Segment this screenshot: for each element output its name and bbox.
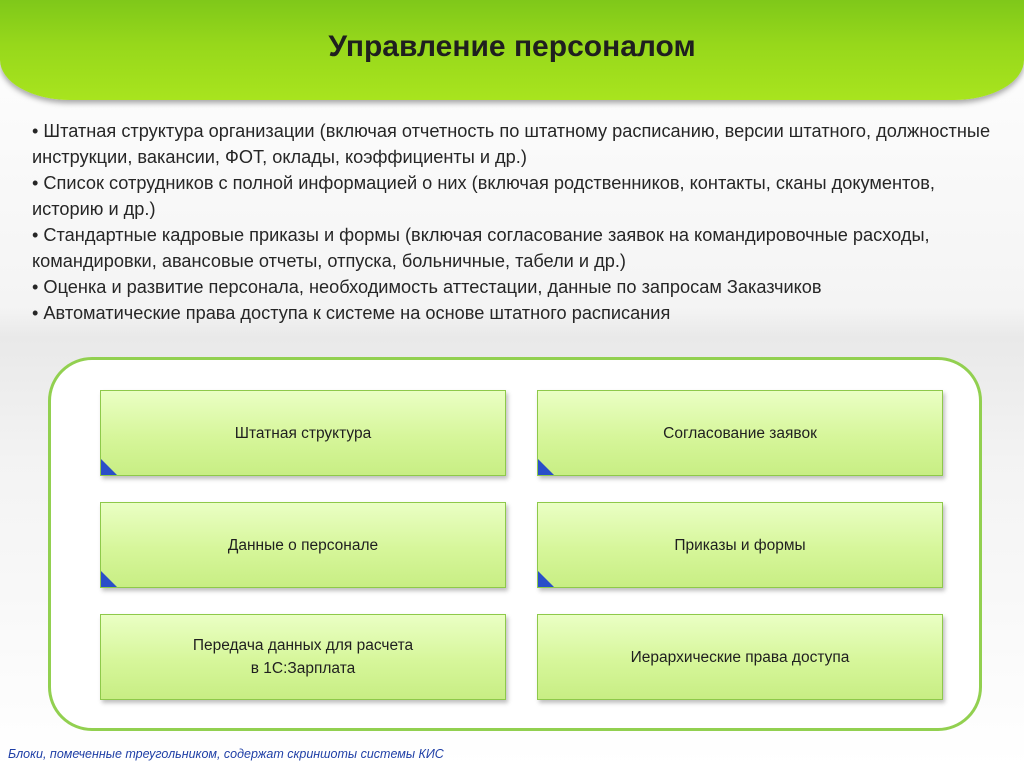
page-title: Управление персоналом (328, 30, 696, 63)
block-label: Штатная структура (234, 424, 372, 442)
bullet-item: • Список сотрудников с полной информацией о них (включая родственников, контакты, сканы документов, историю и др.) (32, 173, 935, 219)
block-label: Согласование заявок (663, 424, 817, 442)
block-orders-forms[interactable] (537, 502, 943, 588)
block-payroll-transfer[interactable] (100, 614, 506, 700)
title-banner (0, 0, 1024, 100)
footer-note: Блоки, помеченные треугольником, содержат скриншоты системы КИС (8, 747, 444, 761)
block-staff-structure[interactable] (100, 390, 506, 476)
block-label: Данные о персонале (227, 536, 379, 554)
screenshot-marker-icon (538, 459, 554, 475)
bullet-item: • Автоматические права доступа к системе на основе штатного расписания (32, 303, 671, 323)
screenshot-marker-icon (101, 571, 117, 587)
block-label: Передача данных для расчета в 1С:Зарплата (192, 637, 414, 677)
bullet-item: • Стандартные кадровые приказы и формы (включая согласование заявок на командировочные расходы, командировки, авансовые отчеты, отпуска, больничные, табели и др.) (32, 225, 930, 271)
block-request-approval[interactable] (537, 390, 943, 476)
block-access-rights[interactable] (537, 614, 943, 700)
bullet-list (32, 118, 1002, 326)
bullet-item: • Штатная структура организации (включая отчетность по штатному расписанию, версии штатного, должностные инструкции, вакансии, ФОТ, оклады, коэффициенты и др.) (32, 121, 991, 167)
screenshot-marker-icon (538, 571, 554, 587)
block-personnel-data[interactable] (100, 502, 506, 588)
block-label: Приказы и формы (674, 536, 806, 554)
screenshot-marker-icon (101, 459, 117, 475)
bullet-item: • Оценка и развитие персонала, необходимость аттестации, данные по запросам Заказчиков (32, 277, 822, 297)
block-label: Иерархические права доступа (630, 648, 850, 666)
